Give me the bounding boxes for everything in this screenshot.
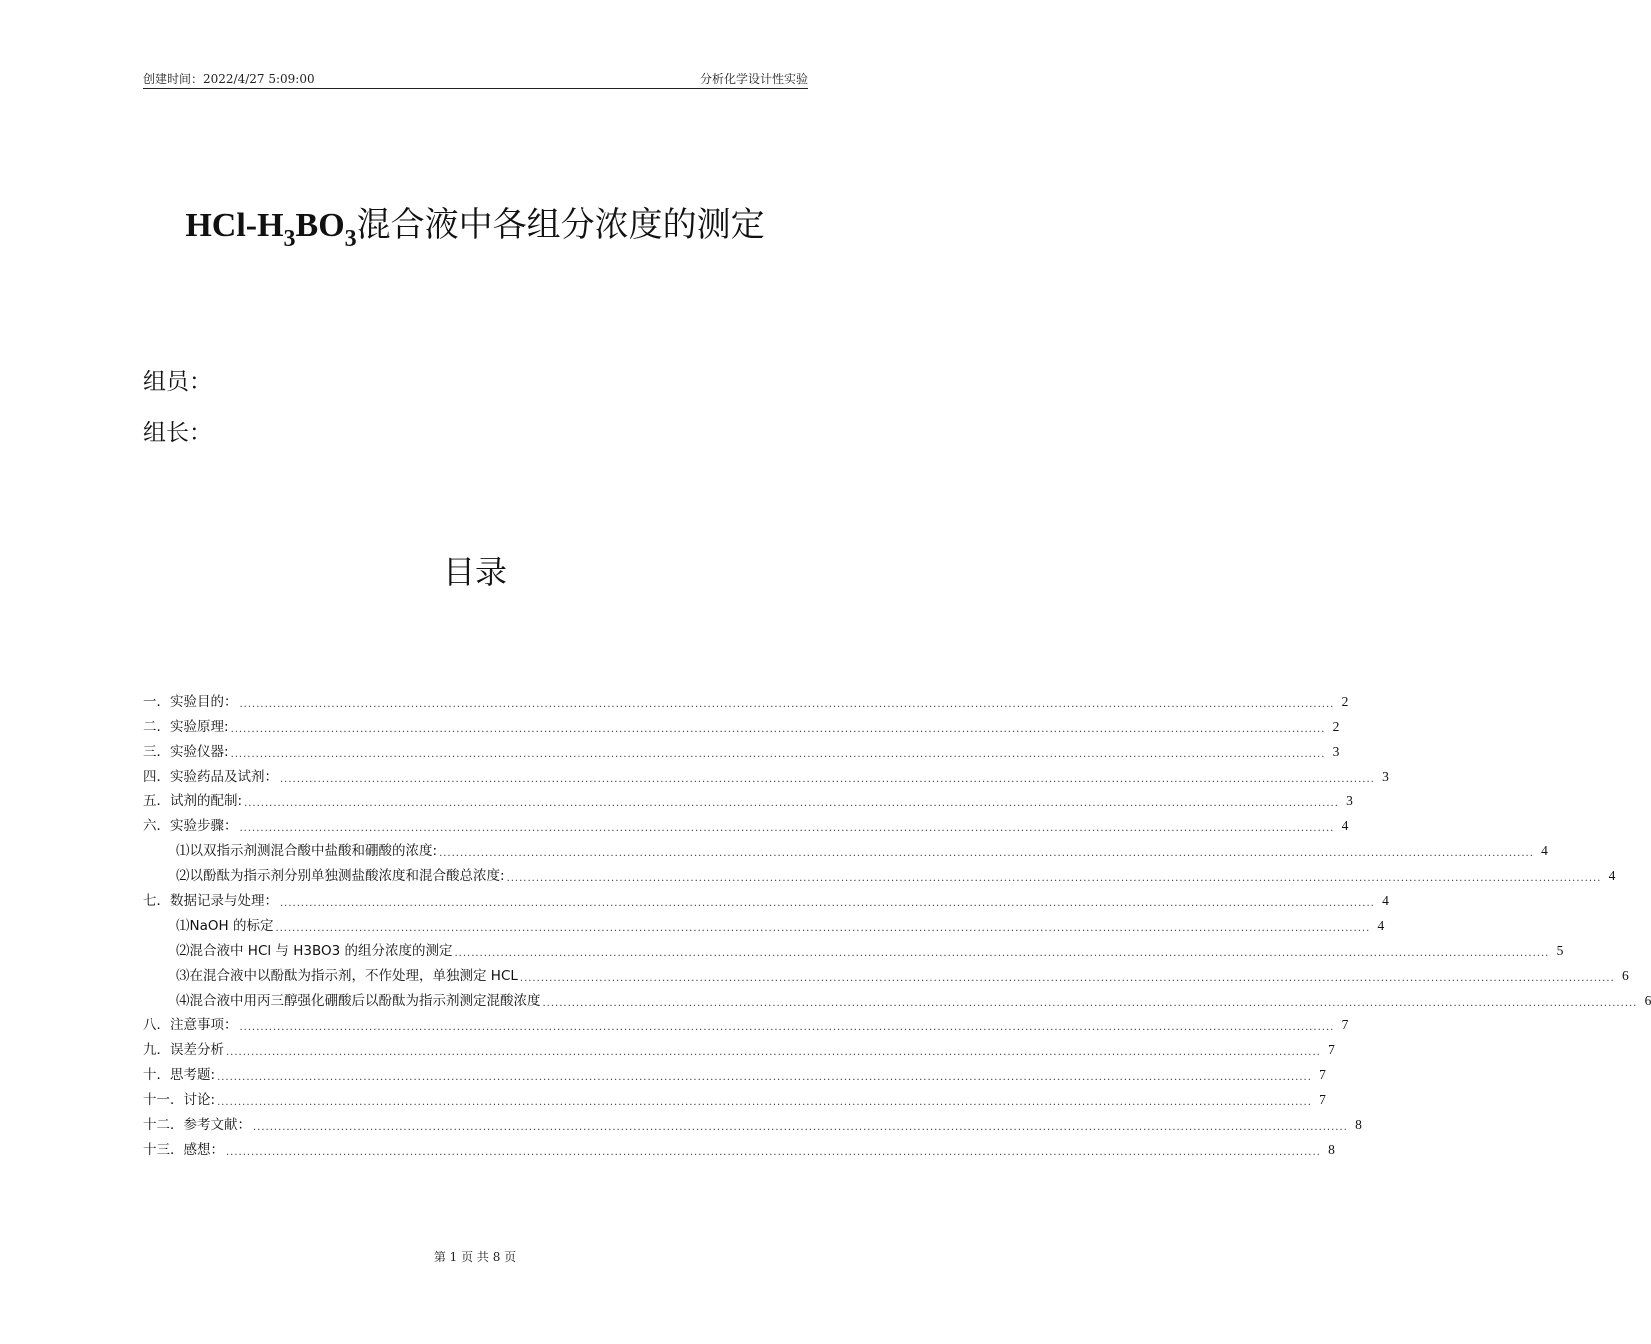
course-name: 分析化学设计性实验 (699, 72, 808, 86)
toc-entry[interactable]: 一．实验目的： ...................................................................................................................................................................................................................................................................... 2 (143, 693, 1349, 710)
page-footer: 第 1 页 共 8 页 (433, 1250, 517, 1264)
toc-entry[interactable]: 二．实验原理: ...................................................................................................................................................................................................................................................................... 2 (143, 718, 1340, 735)
group-members-label: 组员： (143, 369, 212, 395)
toc-entry[interactable]: 三．实验仪器: ...................................................................................................................................................................................................................................................................... 3 (143, 743, 1340, 760)
toc-heading: 目录 (442, 553, 507, 591)
toc-entry[interactable]: 五．试剂的配制: ...................................................................................................................................................................................................................................................................... 3 (143, 793, 1353, 810)
toc-subentry[interactable]: ⑵以酚酞为指示剂分别单独测盐酸浓度和混合酸总浓度: ...................................................................................................................................................................................................................................................................... 4 (176, 868, 1616, 885)
title-text: 混合液中各组分浓度的测定 (356, 205, 765, 245)
page-header (143, 70, 808, 89)
toc-entry[interactable]: 四．实验药品及试剂： ...................................................................................................................................................................................................................................................................... 3 (143, 768, 1389, 785)
toc-entry[interactable]: 十．思考题: ...................................................................................................................................................................................................................................................................... 7 (143, 1067, 1326, 1084)
toc-entry[interactable]: 六．实验步骤： ...................................................................................................................................................................................................................................................................... 4 (143, 818, 1349, 835)
toc-subentry[interactable]: ⑷混合液中用丙三醇强化硼酸后以酚酞为指示剂测定混酸浓度 ...................................................................................................................................................................................................................................................................... 6 (176, 992, 1651, 1009)
created-time: 创建时间：2022/4/27 5:09:00 (143, 72, 315, 86)
toc-entry[interactable]: 十一．讨论: ...................................................................................................................................................................................................................................................................... 7 (143, 1092, 1326, 1109)
toc-entry[interactable]: 十三．感想： ...................................................................................................................................................................................................................................................................... 8 (143, 1141, 1335, 1158)
toc-entry[interactable]: 十二．参考文献： ...................................................................................................................................................................................................................................................................... 8 (143, 1117, 1362, 1134)
toc-subentry[interactable]: ⑶在混合液中以酚酞为指示剂，不作处理，单独测定 HCL ...................................................................................................................................................................................................................................................................... 6 (176, 967, 1629, 984)
toc-entry[interactable]: 九．误差分析 ...................................................................................................................................................................................................................................................................... 7 (143, 1042, 1335, 1059)
toc-subentry[interactable]: ⑵混合液中 HCl 与 H3BO3 的组分浓度的测定 ...................................................................................................................................................................................................................................................................... 5 (176, 942, 1564, 959)
toc-subentry[interactable]: ⑴以双指示剂测混合酸中盐酸和硼酸的浓度: ...................................................................................................................................................................................................................................................................... 4 (176, 843, 1548, 860)
group-leader-label: 组长： (143, 420, 212, 446)
table-of-contents (143, 688, 1651, 1161)
toc-entry[interactable]: 八．注意事项： ...................................................................................................................................................................................................................................................................... 7 (143, 1017, 1349, 1034)
document-title (0, 200, 950, 251)
title-formula: HCl-$H_3BO_3$ (185, 207, 357, 252)
toc-subentry[interactable]: ⑴NaOH 的标定 ...................................................................................................................................................................................................................................................................... 4 (176, 917, 1385, 934)
toc-entry[interactable]: 七．数据记录与处理： ...................................................................................................................................................................................................................................................................... 4 (143, 893, 1389, 910)
